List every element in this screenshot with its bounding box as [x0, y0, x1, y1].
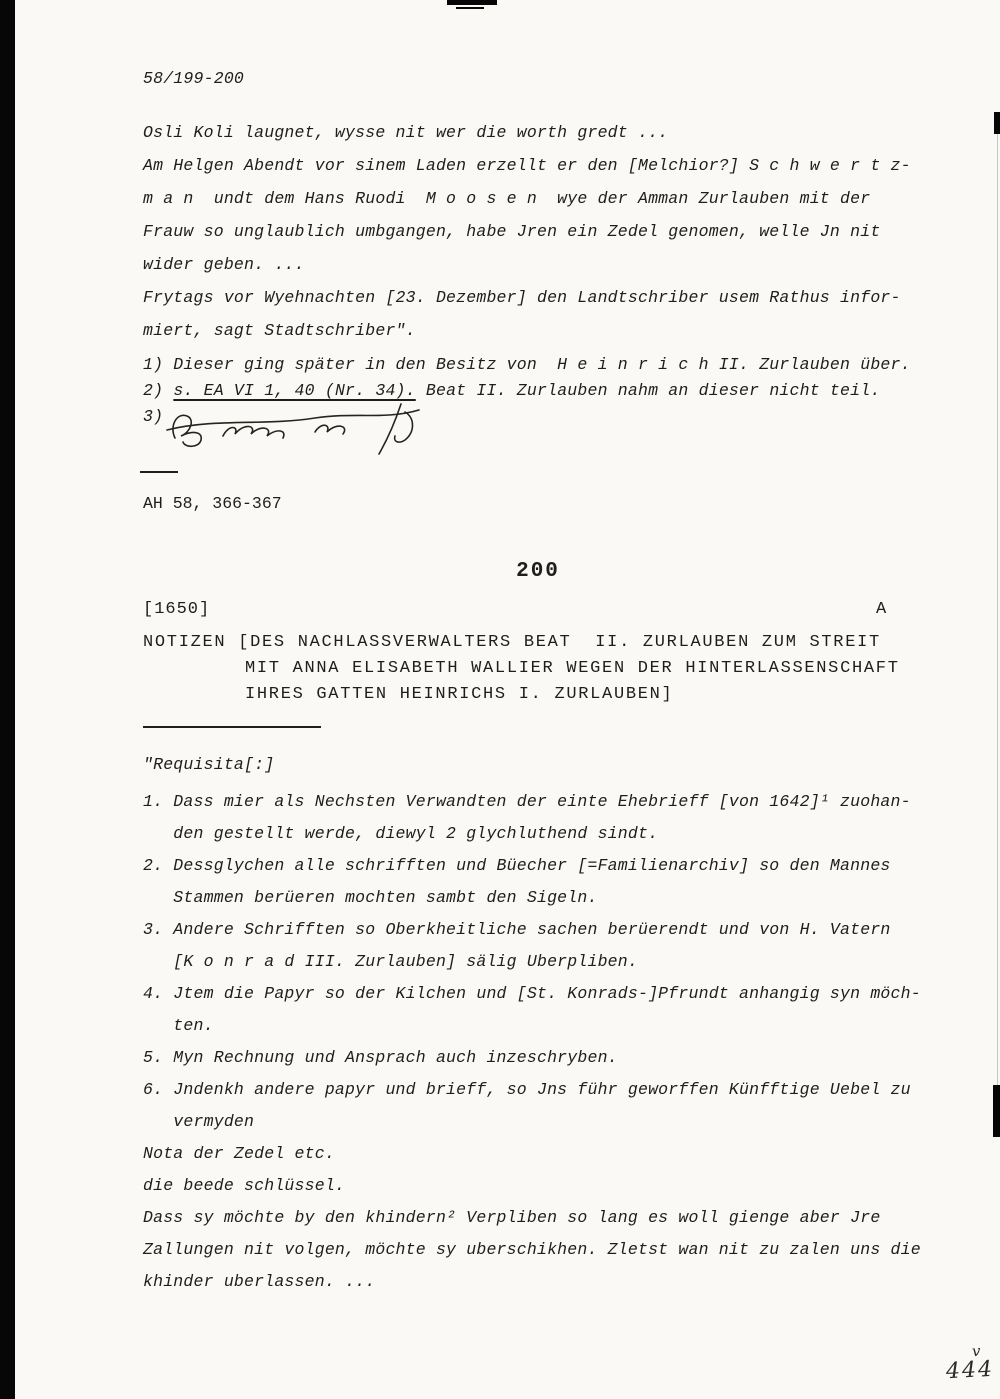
transcript-line: Frytags vor Wyehnachten [23. Dezember] den Landtschriber usem Rathus infor-	[143, 288, 901, 307]
transcript-line: m a n undt dem Hans Ruodi M o o s e n wye der Amman Zurlauben mit der	[143, 189, 871, 208]
list-line: den gestellt werde, diewyl 2 glychluthend sindt.	[143, 824, 659, 843]
list-line: 1. Dass mier als Nechsten Verwandten der einte Ehebrieff [von 1642]¹ zuohan-	[143, 792, 911, 811]
title-line: MIT ANNA ELISABETH WALLIER WEGEN DER HINTERLASSENSCHAFT	[245, 659, 900, 678]
list-line: ten.	[143, 1016, 214, 1035]
scan-mark-top-2	[456, 7, 484, 9]
title-underline	[143, 726, 321, 728]
list-line: 2. Dessglychen alle schrifften und Büecher [=Familienarchiv] so den Mannes	[143, 856, 891, 875]
document-number: 200	[516, 560, 560, 583]
footnote-separator-line	[140, 471, 178, 473]
title-line: NOTIZEN [DES NACHLASSVERWALTERS BEAT II. ZURLAUBEN ZUM STREIT	[143, 633, 881, 652]
transcript-line: Am Helgen Abendt vor sinem Laden erzellt er den [Melchior?] S c h w e r t z-	[143, 156, 911, 175]
page-reference: 58/199-200	[143, 69, 245, 88]
transcript-opening: "Requisita[:]	[143, 755, 275, 774]
list-line: 5. Myn Rechnung und Ansprach auch inzeschryben.	[143, 1048, 618, 1067]
list-line: die beede schlüssel.	[143, 1176, 346, 1195]
archive-reference: AH 58, 366-367	[143, 494, 282, 513]
list-line: Dass sy möchte by den khindern² Verpliben so lang es woll gienge aber Jre	[143, 1208, 881, 1227]
footnote-3-marker: 3)	[143, 407, 164, 426]
list-line: vermyden	[143, 1112, 255, 1131]
requisita-list	[143, 786, 921, 1298]
list-line: khinder uberlassen. ...	[143, 1272, 376, 1291]
footnote-2-reference: s. EA VI 1, 40 (Nr. 34).	[173, 381, 416, 400]
footnote-2-text: Beat II. Zurlauben nahm an dieser nicht teil.	[415, 381, 881, 400]
transcript-line: Frauw so unglaublich umbgangen, habe Jren ein Zedel genomen, welle Jn nit	[143, 222, 881, 241]
scan-mark-right-top	[994, 112, 1000, 134]
handwritten-signature	[165, 398, 421, 460]
transcript-block	[143, 116, 911, 347]
title-line: IHRES GATTEN HEINRICHS I. ZURLAUBEN]	[245, 685, 674, 704]
document-year: [1650]	[143, 600, 211, 619]
scan-mark-top	[447, 0, 497, 5]
handwritten-checkmark: v	[971, 1341, 981, 1361]
scan-edge-right	[997, 115, 998, 1135]
footnote-1: 1) Dieser ging später in den Besitz von H e i n r i c h II. Zurlauben über.	[143, 355, 911, 374]
list-line: Zallungen nit volgen, möchte sy uberschikhen. Zletst wan nit zu zalen uns die	[143, 1240, 921, 1259]
document-title	[143, 630, 900, 708]
scan-mark-right-bottom	[993, 1085, 1000, 1137]
transcript-line: Osli Koli laugnet, wysse nit wer die worth gredt ...	[143, 123, 669, 142]
transcript-line: miert, sagt Stadtschriber".	[143, 321, 416, 340]
transcript-line: wider geben. ...	[143, 255, 305, 274]
list-line: Stammen berüeren mochten sambt den Sigeln.	[143, 888, 598, 907]
list-line: 3. Andere Schrifften so Oberkheitliche sachen berüerendt und von H. Vatern	[143, 920, 891, 939]
handwritten-folio-number: 444	[945, 1356, 995, 1385]
list-line: Nota der Zedel etc.	[143, 1144, 335, 1163]
document-series-letter: A	[876, 600, 887, 619]
list-line: 4. Jtem die Papyr so der Kilchen und [St. Konrads-]Pfrundt anhangig syn möch-	[143, 984, 921, 1003]
scan-edge-left	[0, 0, 15, 1399]
list-line: 6. Jndenkh andere papyr und brieff, so Jns führ geworffen Künfftige Uebel zu	[143, 1080, 911, 1099]
footnote-2-marker: 2)	[143, 381, 174, 400]
list-line: [K o n r a d III. Zurlauben] sälig Uberpliben.	[143, 952, 638, 971]
